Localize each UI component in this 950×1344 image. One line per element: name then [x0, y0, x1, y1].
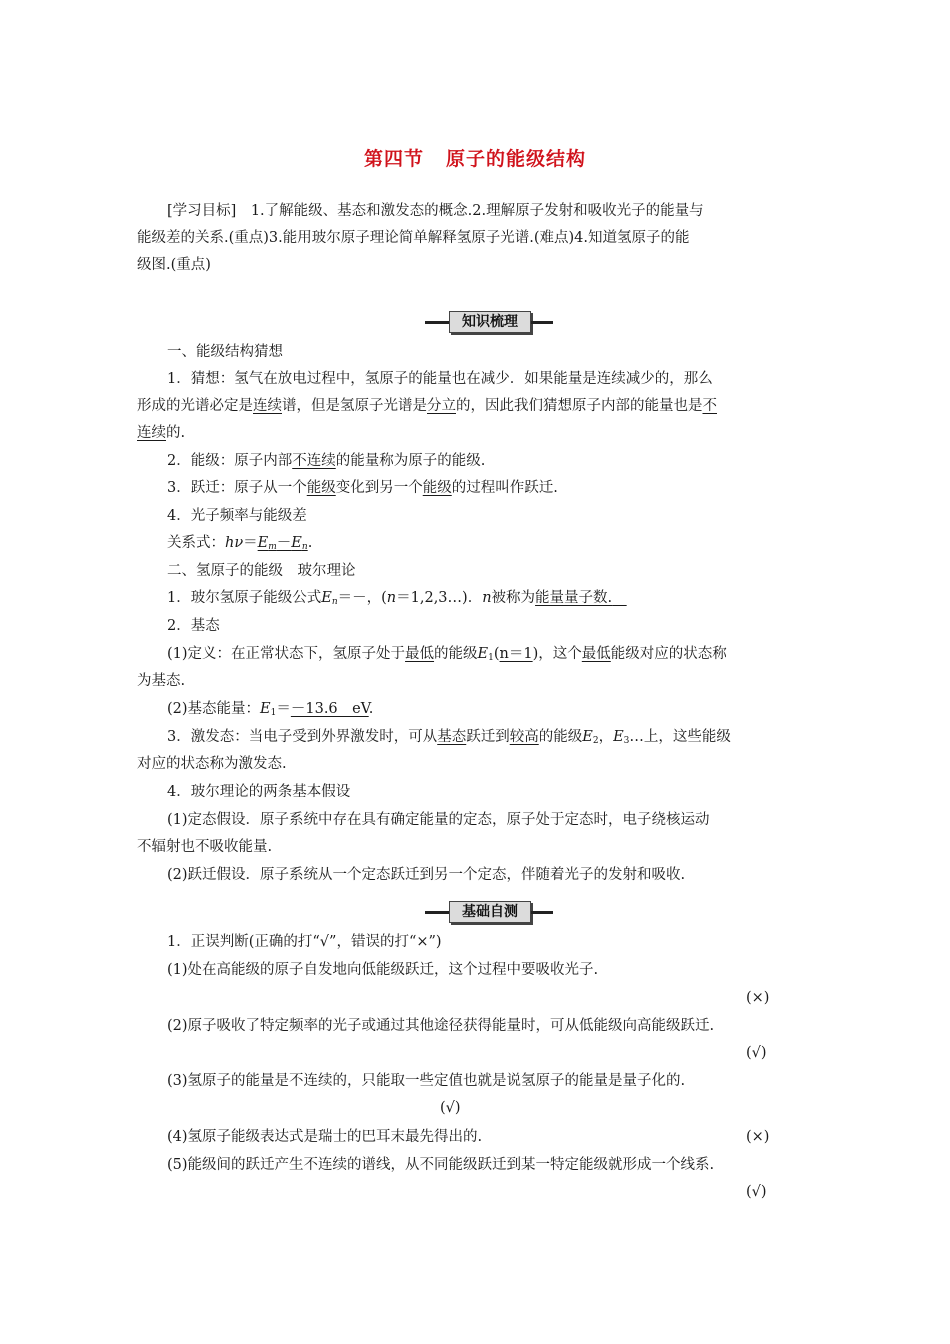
photon-frequency-heading: 4．光子频率与能级差: [167, 508, 307, 524]
ground-state-heading: 2．基态: [167, 618, 220, 634]
transition-def: 3．跃迁：原子从一个能级变化到另一个能级的过程叫作跃迁.: [167, 480, 558, 496]
objectives-line-2: 能级差的关系.(重点)3.能用玻尔原子理论简单解释氢原子光谱.(难点)4.知道氢原子的能: [137, 230, 690, 246]
ground-state-energy: (2)基态能量：$E_1=-13.6$ eV.: [167, 701, 374, 718]
banner-knowledge-label: 知识梳理: [449, 311, 531, 333]
tf-answer-3: (√): [440, 1100, 461, 1116]
tf-answer-2: (√): [746, 1045, 767, 1061]
title-topic: 原子的能级结构: [446, 148, 587, 170]
title-section: 第四节: [363, 148, 424, 170]
guess-line-3: 连续的.: [137, 425, 186, 441]
tf-answer-1: (×): [746, 990, 770, 1006]
banner-self-test: [425, 901, 553, 923]
guess-line-1: 1．猜想：氢气在放电过程中，氢原子的能量也在减少．如果能量是连续减少的，那么: [167, 371, 713, 387]
relation-formula: 关系式：$h\nu=E_m-E_n$.: [167, 535, 313, 552]
transition-postulate: (2)跃迁假设．原子系统从一个定态跃迁到另一个定态，伴随着光子的发射和吸收.: [167, 867, 686, 883]
section-1-heading: 一、能级结构猜想: [167, 344, 283, 360]
tf-answer-5: (√): [746, 1184, 767, 1200]
banner-self-test-label: 基础自测: [449, 901, 531, 923]
ground-state-def-1: (1)定义：在正常状态下，氢原子处于最低的能级$E_1(n=1)$，这个最低能级对应的状态称: [167, 646, 727, 663]
objectives-line-3: 级图.(重点): [137, 257, 211, 273]
section-2-heading: 二、氢原子的能级 玻尔理论: [167, 563, 356, 579]
bohr-formula: 1．玻尔氢原子能级公式$E_n=-$，(n＝1,2,3…)．n被称为能量量子数.: [167, 590, 613, 607]
true-false-intro: 1．正误判断(正确的打“√”，错误的打“×”): [167, 934, 442, 950]
page-title: [0, 144, 950, 171]
tf-answer-4: (×): [746, 1129, 770, 1145]
tf-item-3: (3)氢原子的能量是不连续的，只能取一些定值也就是说氢原子的能量是量子化的.: [167, 1073, 686, 1089]
tf-item-2: (2)原子吸收了特定频率的光子或通过其他途径获得能量时，可从低能级向高能级跃迁.: [167, 1018, 715, 1034]
stationary-state-1: (1)定态假设．原子系统中存在具有确定能量的定态，原子处于定态时，电子绕核运动: [167, 812, 710, 828]
excited-state-def-1: 3．激发态：当电子受到外界激发时，可从基态跃迁到较高的能级$E_2$，$E_3\dots$上，这些能级: [167, 729, 731, 746]
energy-level-def: 2．能级：原子内部不连续的能量称为原子的能级.: [167, 453, 486, 469]
objectives-line-1: [学习目标] 1.了解能级、基态和激发态的概念.2.理解原子发射和吸收光子的能量与: [167, 203, 704, 219]
guess-line-2: 形成的光谱必定是连续谱，但是氢原子光谱是分立的，因此我们猜想原子内部的能量也是不: [137, 398, 717, 414]
tf-item-1: (1)处在高能级的原子自发地向低能级跃迁，这个过程中要吸收光子.: [167, 962, 599, 978]
tf-item-5: (5)能级间的跃迁产生不连续的谱线，从不同能级跃迁到某一特定能级就形成一个线系.: [167, 1157, 715, 1173]
bohr-postulates-heading: 4．玻尔理论的两条基本假设: [167, 784, 351, 800]
tf-item-4: (4)氢原子能级表达式是瑞士的巴耳末最先得出的.: [167, 1129, 483, 1145]
ground-state-def-2: 为基态.: [137, 673, 186, 689]
stationary-state-2: 不辐射也不吸收能量.: [137, 839, 273, 855]
banner-knowledge: [425, 311, 553, 333]
excited-state-def-2: 对应的状态称为激发态.: [137, 756, 287, 772]
